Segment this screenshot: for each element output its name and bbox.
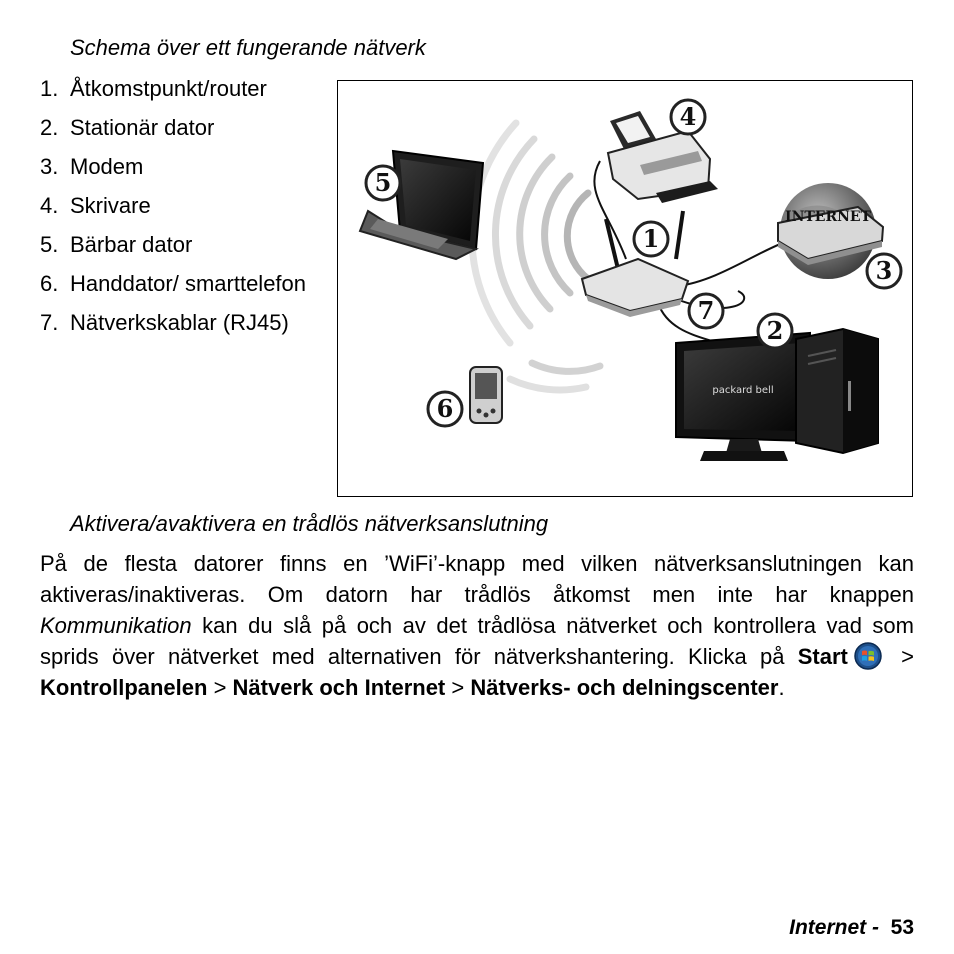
internet-label: INTERNET [785, 209, 871, 225]
legend-label: Åtkomstpunkt/router [70, 76, 267, 101]
badge-3-number: 3 [875, 256, 893, 285]
legend-item [40, 269, 330, 299]
legend-item [40, 230, 330, 260]
badge-5-number: 5 [374, 168, 392, 197]
separator: > [207, 675, 233, 701]
legend-label: Bärbar dator [70, 232, 193, 257]
start-term: Start [797, 644, 848, 669]
wifi-waves-icon [472, 123, 600, 390]
network-diagram-svg [338, 81, 912, 496]
legend-item [40, 74, 330, 104]
windows-start-icon [854, 642, 882, 670]
control-panel-term: Kontrollpanelen [40, 675, 208, 701]
monitor-brand-label: packard bell [712, 385, 774, 396]
network-diagram [337, 80, 913, 497]
legend-number: 1. [40, 76, 59, 101]
badge-7 [689, 294, 723, 328]
legend-number: 3. [40, 154, 59, 179]
page-number: 53 [890, 916, 914, 939]
legend-number: 5. [40, 232, 59, 257]
legend-label: Stationär dator [70, 115, 215, 140]
legend-number: 7. [40, 310, 59, 335]
legend-item [40, 113, 330, 143]
badge-2 [758, 314, 792, 348]
network-diagram-heading: Schema över ett fungerande nätverk [70, 35, 426, 60]
badge-6 [428, 392, 462, 426]
badge-4-number: 4 [679, 102, 697, 131]
wireless-section-heading: Aktivera/avaktivera en trådlös nätverksanslutning [70, 511, 549, 536]
badge-7-number: 7 [697, 296, 715, 325]
badge-6-number: 6 [436, 394, 454, 423]
separator: > [445, 675, 471, 701]
badge-1-number: 1 [642, 224, 660, 253]
communication-term: Kommunikation [40, 613, 192, 638]
separator: > [887, 644, 914, 669]
legend-number: 4. [40, 193, 59, 218]
legend-number: 2. [40, 115, 59, 140]
handheld-device-icon [470, 367, 502, 423]
page-footer [789, 916, 914, 940]
badge-1 [634, 222, 668, 256]
wireless-instructions-paragraph [40, 548, 914, 703]
legend-item [40, 191, 330, 221]
desktop-monitor-icon [676, 333, 810, 461]
legend-label: Nätverkskablar (RJ45) [70, 310, 289, 335]
footer-section-title: Internet - [789, 916, 879, 939]
legend-item [40, 152, 330, 182]
legend-number: 6. [40, 271, 59, 296]
badge-5 [366, 166, 400, 200]
badge-3 [867, 254, 901, 288]
legend-item [40, 308, 330, 338]
badge-4 [671, 100, 705, 134]
router-icon [582, 211, 688, 317]
network-internet-term: Nätverk och Internet [232, 675, 446, 701]
badge-2-number: 2 [766, 316, 784, 345]
legend-label: Skrivare [70, 193, 151, 218]
sharing-center-term: Nätverks- och delningscenter [470, 675, 779, 701]
desktop-tower-icon [796, 329, 878, 453]
network-legend-list [40, 74, 330, 347]
legend-label: Modem [70, 154, 144, 179]
legend-label: Handdator/ smarttelefon [70, 271, 307, 296]
paragraph-text-1: På de flesta datorer finns en ’WiFi’-knapp med vilken nätverksanslutningen kan aktiveras/inaktiveras. Om datorn har trådlös åtkomst men inte har knappen [40, 551, 914, 607]
paragraph-text-2: kan du slå på och av det trådlösa nätverket och kontrollera vad som sprids över nätverket med alternativen för nätverkshantering. Klicka på [40, 613, 914, 669]
paragraph-end: . [778, 675, 785, 701]
